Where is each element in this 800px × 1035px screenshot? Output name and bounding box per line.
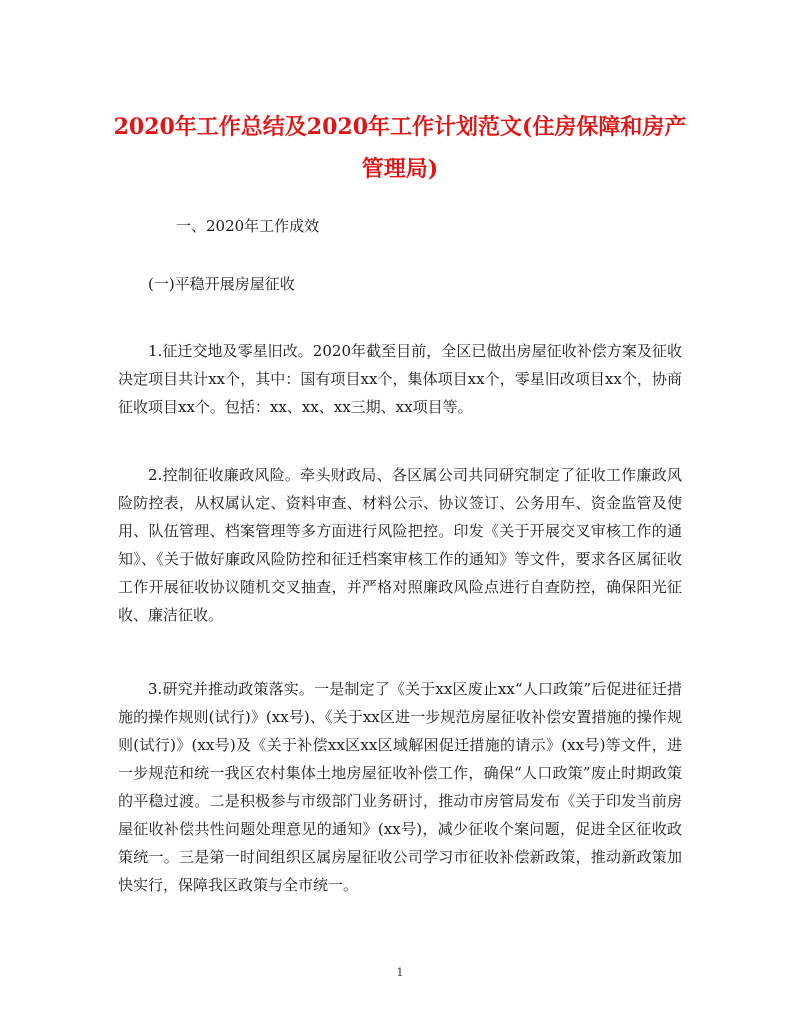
page-number: 1 bbox=[396, 966, 404, 979]
section-heading: 一、2020年工作成效 bbox=[176, 217, 320, 235]
subsection-heading: (一)平稳开展房屋征收 bbox=[148, 275, 295, 293]
paragraph-3: 3.研究并推动政策落实。一是制定了《关于xx区废止xx“人口政策”后促进征迁措施的操作规则(试行)》(xx号)、《关于xx区进一步规范房屋征收补偿安置措施的操作规则(试行)》(xx号)及《关于补偿xx区xx区域解困促迁措施的请示》(xx号)等文件，进一步规范和统一我区农村集体土地房屋征收补偿工作，确保“人口政策”废止时期政策的平稳过渡。二是积极参与市级部门业务研讨，推动市房管局发布《关于印发当前房屋征收补偿共性问题处理意见的通知》(xx号)，减少征收个案问题，促进全区征收政策统一。三是第一时间组织区属房屋征收公司学习市征收补偿新政策，推动新政策加快实行，保障我区政策与全市统一。 bbox=[118, 680, 682, 894]
paragraph-2: 2.控制征收廉政风险。牵头财政局、各区属公司共同研究制定了征收工作廉政风险防控表，从权属认定、资料审查、材料公示、协议签订、公务用车、资金监管及使用、队伍管理、档案管理等多方面进行风险把控。印发《关于开展交叉审核工作的通知》、《关于做好廉政风险防控和征迁档案审核工作的通知》等文件，要求各区属征收工作开展征收协议随机交叉抽查，并严格对照廉政风险点进行自查防控，确保阳光征收、廉洁征收。 bbox=[118, 466, 682, 624]
paragraph-1: 1.征迁交地及零星旧改。2020年截至目前，全区已做出房屋征收补偿方案及征收决定项目共计xx个，其中：国有项目xx个，集体项目xx个，零星旧改项目xx个，协商征收项目xx个。包括：xx、xx、xx三期、xx项目等。 bbox=[118, 342, 682, 416]
document-title: 2020年工作总结及2020年工作计划范文(住房保障和房产管理局) bbox=[113, 114, 687, 182]
